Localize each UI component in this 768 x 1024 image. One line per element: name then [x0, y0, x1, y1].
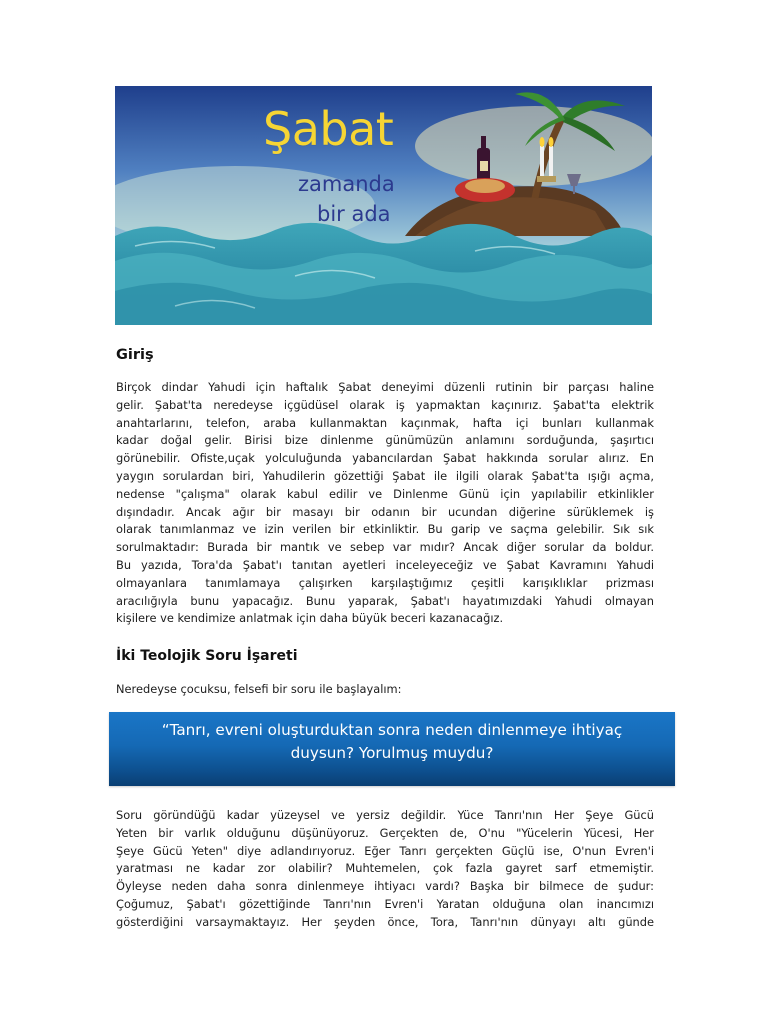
section-paragraph — [116, 807, 654, 932]
banner-title: Şabat — [263, 102, 394, 156]
banner-subtitle-line2: bir ada — [317, 202, 391, 226]
paragraph-line: Birçok dindar Yahudi için haftalık Şabat deneyimi düzenli rutinin bir parçası haline — [116, 380, 654, 394]
quote-line-2: duysun? Yorulmuş muydu? — [290, 744, 494, 762]
banner-subtitle-line1: zamanda — [298, 172, 395, 196]
paragraph-line: kişilere ve kendimize anlatmak için daha büyük beceri kazanacağız. — [116, 611, 504, 626]
paragraph-line: Öyleyse neden daha sonra dinlenmeye ihtiyacı vardı? Başka bir bilmece de şudur: — [116, 879, 654, 894]
banner-image — [115, 86, 652, 325]
quote-line-1: “Tanrı, evreni oluşturduktan sonra neden dinlenmeye ihtiyaç — [161, 721, 623, 739]
paragraph-line: yaratması ne kadar zor olabilir? Muhtemelen, çok fazla gayret sarf etmemiştir. — [116, 861, 654, 876]
paragraph-line: sorulmaktadır: Burada bir mantık ve sebep var mıdır? Ancak diğer sorular da boldur. — [116, 540, 654, 555]
paragraph-line: gösterdiğini varsaymaktayız. Her şeyden önce, Tora, Tanrı'nın dünyayı altı günde — [116, 914, 654, 929]
paragraph-line: Soru göründüğü kadar yüzeysel ve yersiz değildir. Yüce Tanrı'nın Her Şeye Gücü — [116, 808, 654, 822]
paragraph-line: görünebilir. Ofiste,uçak yolculuğunda yabancılardan Şabat hakkında sorular alırız. En — [116, 451, 654, 466]
paragraph-line: nedense "çalışma" olarak kabul edilir ve Dinlenme Günü için yapılabilir etkinlikler — [116, 486, 654, 501]
intro-paragraph — [116, 379, 654, 628]
paragraph-line: Yeten bir varlık olduğunu düşünüyoruz. Gerçekten de, O'nu "Yücelerin Yücesi, Her — [116, 825, 654, 840]
paragraph-line: olarak tanımlanmaz ve izin verilen bir etkinliktir. Bu garip ve saçma gelebilir. Sık sık — [116, 522, 654, 537]
paragraph-line: Bu yazıda, Tora'da Şabat'ı tanıtan ayetleri inceleyeceğiz ve Şabat Kavramını Yahudi — [116, 557, 654, 572]
intro-heading: Giriş — [116, 347, 154, 363]
paragraph-line: anahtarlarını, telefon, araba kullanmaktan kaçınmak, hafta içi bunları kullanmak — [116, 415, 654, 430]
paragraph-line: Çoğumuz, Şabat'ı gözettiğinde Tanrı'nın Evren'i Yaratan olduğuna olan inancımızı — [116, 896, 654, 911]
paragraph-line: Şeye Gücü Yeten" diye adlandırıyoruz. Eğer Tanrı gerçekten Güçlü ise, O'nun Evren'i — [116, 843, 654, 858]
paragraph-line: kadar doğal gelir. Birisi bize dinlenme günümüzün anlamını sorduğunda, şaşırtıcı — [116, 433, 654, 448]
paragraph-line: gelir. Şabat'ta neredeyse içgüdüsel olarak iş yapmaktan kaçınırız. Şabat'ta elektrik — [116, 397, 654, 412]
paragraph-line: yaygın sorulardan biri, Yahudilerin gözettiği Şabat ile ilgili olarak Şabat'ta ışığı açma, — [116, 468, 654, 483]
quote-box — [109, 712, 675, 786]
intro-question: Neredeyse çocuksu, felsefi bir soru ile başlayalım: — [116, 682, 402, 696]
paragraph-line: olmayanlara tanımlamaya çalışırken karşılaştığımız çeşitli karışıklıklar prizması — [116, 575, 654, 590]
paragraph-line: aracılığıyla bunu yapacağız. Bunu yaparak, Şabat'ı hayatımızdaki Yahudi olmayan — [116, 593, 654, 608]
quote-text — [129, 719, 655, 765]
section-heading: İki Teolojik Soru İşareti — [116, 648, 298, 664]
paragraph-line: dışındadır. Ancak ağır bir masayı bir odanın bir ucundan diğerine sürüklemek iş — [116, 504, 654, 519]
